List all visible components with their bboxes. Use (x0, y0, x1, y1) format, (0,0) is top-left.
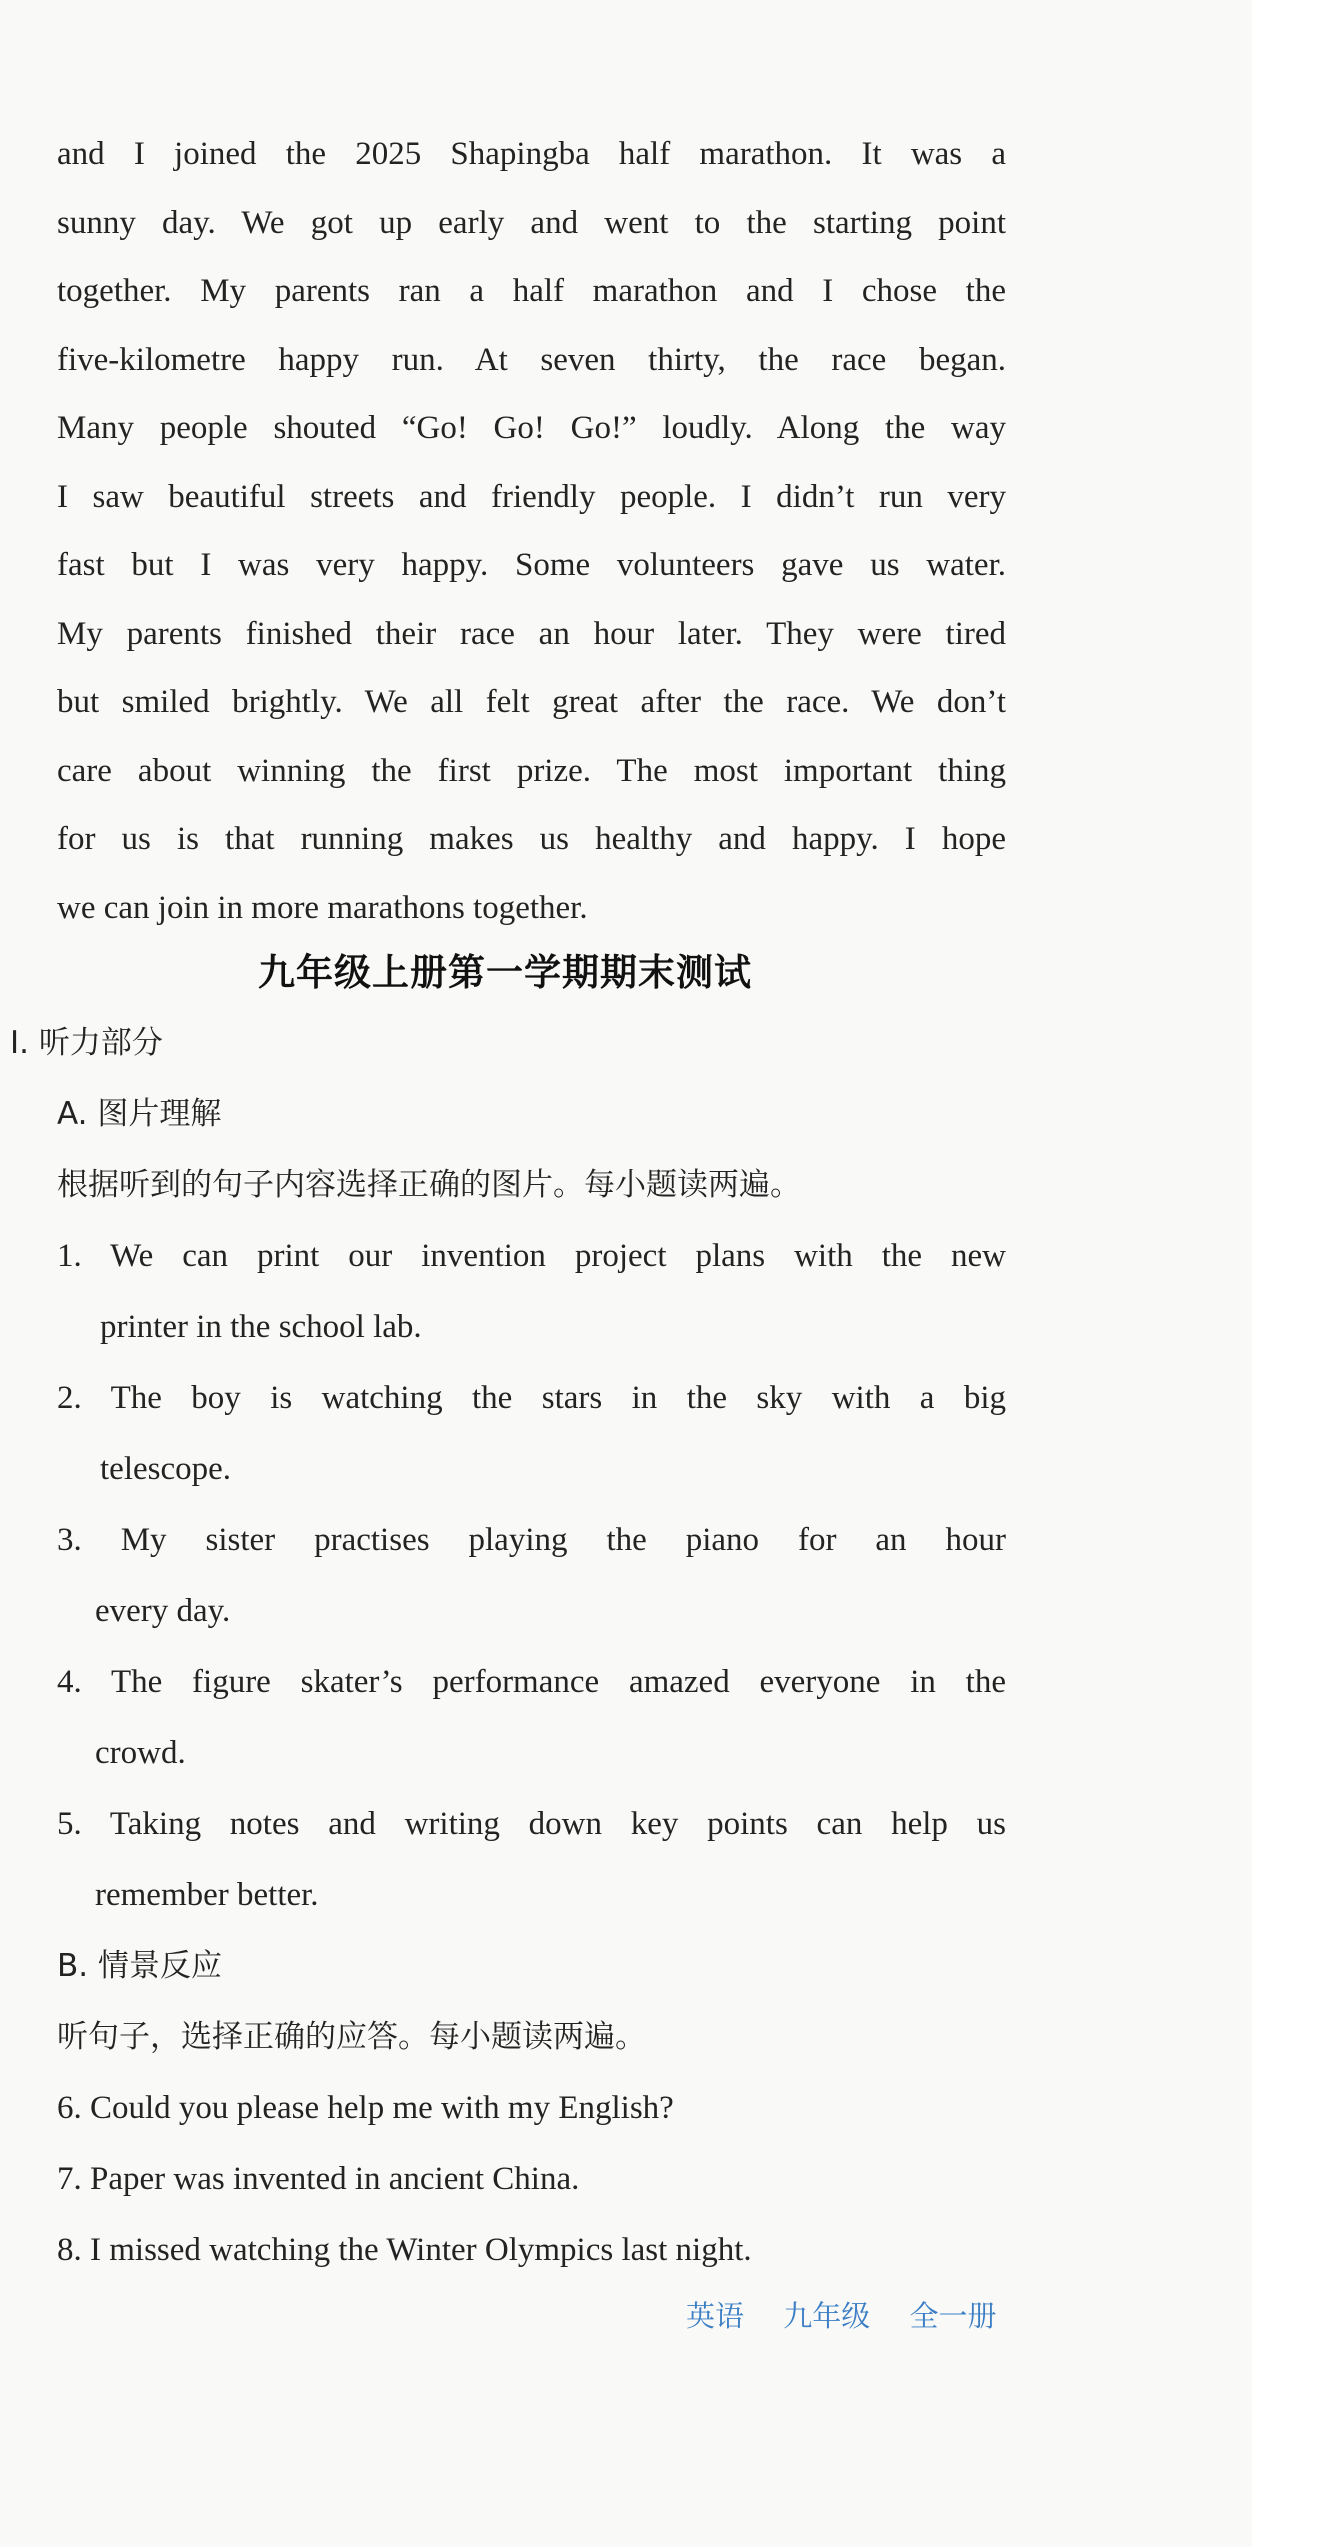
listening-item-continued: remember better. (95, 1877, 319, 1913)
listening-item-continued: every day. (95, 1593, 231, 1629)
footer-volume: 全一册 (909, 2299, 997, 2333)
listening-item: 3. My sister practises playing the piano for an hour (57, 1522, 1006, 1558)
listening-item-continued: telescope. (100, 1451, 232, 1487)
footer-grade: 九年级 (783, 2299, 871, 2333)
listening-item-continued: crowd. (95, 1735, 186, 1771)
subsection-heading-b: B. 情景反应 (57, 1948, 222, 1984)
subsection-heading-a: A. 图片理解 (57, 1096, 222, 1132)
passage-line: fast but I was very happy. Some volunteers gave us water. (57, 547, 1006, 583)
passage-line: My parents finished their race an hour later. They were tired (57, 615, 1006, 652)
passage-line: sunny day. We got up early and went to the starting point (57, 204, 1006, 241)
footer-subject: 英语 (686, 2299, 745, 2333)
listening-item: 1. We can print our invention project plans with the new (57, 1238, 1006, 1274)
response-item: 6. Could you please help me with my English? (57, 2090, 674, 2126)
listening-item: 5. Taking notes and writing down key points can help us (57, 1806, 1006, 1842)
reading-passage (57, 120, 1006, 942)
part-heading: Ⅰ. 听力部分 (10, 1025, 163, 1061)
response-item: 7. Paper was invented in ancient China. (57, 2161, 580, 2197)
instructions-a: 根据听到的句子内容选择正确的图片。每小题读两遍。 (57, 1167, 801, 1203)
listening-item-continued: printer in the school lab. (100, 1309, 422, 1345)
passage-line: together. My parents ran a half marathon and I chose the (57, 273, 1006, 309)
passage-line: care about winning the first prize. The most important thing (57, 752, 1006, 789)
passage-line: and I joined the 2025 Shapingba half marathon. It was a (57, 136, 1006, 172)
response-item: 8. I missed watching the Winter Olympics last night. (57, 2232, 752, 2268)
passage-line: but smiled brightly. We all felt great after the race. We don’t (57, 684, 1006, 720)
listening-item: 4. The figure skater’s performance amazed everyone in the (57, 1664, 1006, 1700)
page-footer (686, 2294, 996, 2335)
instructions-b: 听句子，选择正确的应答。每小题读两遍。 (57, 2019, 646, 2055)
passage-line: we can join in more marathons together. (57, 889, 588, 926)
listening-item: 2. The boy is watching the stars in the sky with a big (57, 1380, 1006, 1416)
passage-line: for us is that running makes us healthy and happy. I hope (57, 821, 1006, 857)
section-title: 九年级上册第一学期期末测试 (258, 951, 752, 994)
passage-line: I saw beautiful streets and friendly people. I didn’t run very (57, 478, 1006, 515)
passage-line: Many people shouted “Go! Go! Go!” loudly. Along the way (57, 410, 1006, 446)
passage-line: five-kilometre happy run. At seven thirty, the race began. (57, 341, 1006, 378)
